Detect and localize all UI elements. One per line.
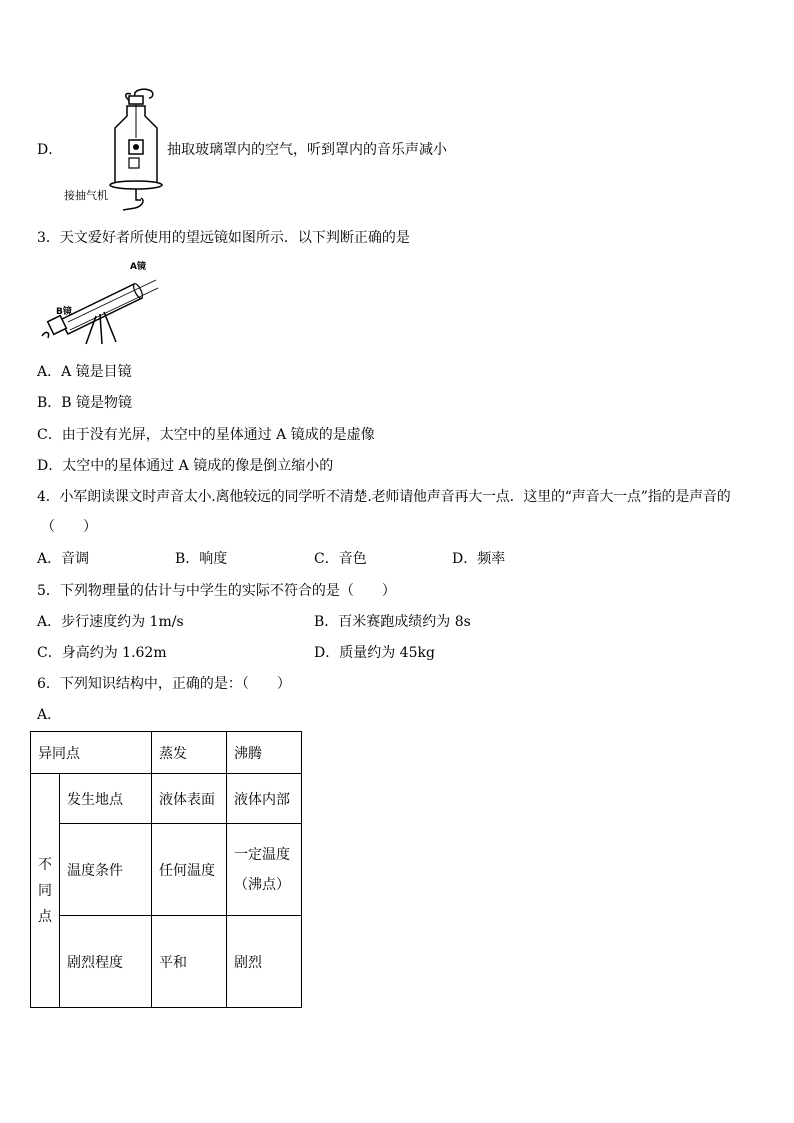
table-cell: 发生地点 bbox=[60, 774, 152, 824]
group-label-char: 点 bbox=[38, 908, 52, 925]
knowledge-structure-table bbox=[30, 731, 302, 1008]
table-cell: 平和 bbox=[152, 916, 227, 1008]
table-cell: 液体表面 bbox=[152, 774, 227, 824]
figure-label-mirror-a: A镜 bbox=[130, 262, 146, 272]
q2-option-d-label: D． bbox=[37, 142, 63, 158]
q3-stem: 3．天文爱好者所使用的望远镜如图所示．以下判断正确的是 bbox=[37, 230, 410, 246]
q5-option-a: A．步行速度约为 1m/s bbox=[37, 614, 184, 630]
table-cell: 任何温度 bbox=[152, 824, 227, 916]
table-cell: 温度条件 bbox=[60, 824, 152, 916]
table-group-label bbox=[31, 774, 60, 1008]
table-cell-line: 一定温度 bbox=[234, 846, 290, 863]
table-row bbox=[31, 774, 302, 824]
q5-stem: 5．下列物理量的估计与中学生的实际不符合的是（ ） bbox=[37, 583, 396, 599]
q4-stem-line2: （ ） bbox=[41, 519, 97, 535]
q4-stem-line1: 4．小军朗读课文时声音太小.离他较远的同学听不清楚.老师请他声音再大一点．这里的“声音大一点”指的是声音的 bbox=[37, 489, 731, 505]
q4-option-c: C．音色 bbox=[314, 551, 367, 567]
q6-stem: 6．下列知识结构中，正确的是：（ ） bbox=[37, 676, 291, 692]
q2-option-d-text: 抽取玻璃罩内的空气，听到罩内的音乐声减小 bbox=[167, 142, 447, 158]
table-header-cell: 异同点 bbox=[31, 732, 152, 774]
table-row bbox=[31, 916, 302, 1008]
q5-option-b: B．百米赛跑成绩约为 8s bbox=[314, 614, 471, 630]
table-header-cell: 蒸发 bbox=[152, 732, 227, 774]
q3-option-b: B．B 镜是物镜 bbox=[37, 395, 133, 411]
table-cell: 剧烈 bbox=[227, 916, 302, 1008]
table-row bbox=[31, 732, 302, 774]
q5-option-d: D．质量约为 45kg bbox=[314, 645, 435, 661]
bell-jar-figure bbox=[105, 88, 165, 213]
table-cell bbox=[227, 824, 302, 916]
q4-option-d: D．频率 bbox=[452, 551, 506, 567]
table-cell-line: （沸点） bbox=[234, 876, 290, 893]
q4-option-a: A．音调 bbox=[37, 551, 90, 567]
q5-option-c: C．身高约为 1.62m bbox=[37, 645, 167, 661]
group-label-char: 不 bbox=[38, 856, 52, 873]
table-row bbox=[31, 824, 302, 916]
figure-label-mirror-b: B镜 bbox=[56, 307, 72, 317]
q3-option-d: D．太空中的星体通过 A 镜成的像是倒立缩小的 bbox=[37, 458, 334, 474]
q4-option-b: B．响度 bbox=[175, 551, 228, 567]
q6-option-a-label: A． bbox=[37, 707, 62, 723]
table-cell: 液体内部 bbox=[227, 774, 302, 824]
q3-option-c: C．由于没有光屏，太空中的星体通过 A 镜成的是虚像 bbox=[37, 427, 375, 443]
table-cell: 剧烈程度 bbox=[60, 916, 152, 1008]
table-header-cell: 沸腾 bbox=[227, 732, 302, 774]
q3-option-a: A．A 镜是目镜 bbox=[37, 364, 132, 380]
group-label-char: 同 bbox=[38, 882, 52, 899]
figure-label-air-pump: 接抽气机 bbox=[64, 189, 108, 202]
